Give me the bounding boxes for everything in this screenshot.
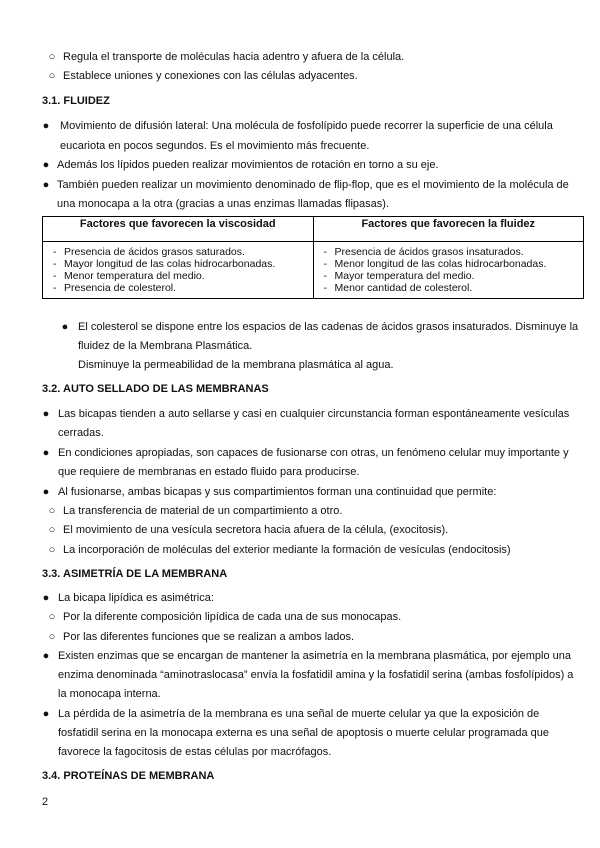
- list-item-cont: que requiere de membranas en estado fluido para producirse.: [58, 466, 360, 478]
- table-cell-viscosidad: [43, 242, 314, 299]
- table-item: - Mayor temperatura del medio.: [323, 270, 475, 282]
- bullet-icon: ●: [42, 592, 50, 604]
- table-item: - Menor temperatura del medio.: [53, 270, 205, 282]
- list-item: La incorporación de moléculas del exterior mediante la formación de vesículas (endocitosis): [63, 544, 511, 556]
- table-item: - Presencia de colesterol.: [53, 282, 177, 294]
- list-item-cont: Disminuye la permeabilidad de la membrana plasmática al agua.: [78, 359, 394, 371]
- list-item: En condiciones apropiadas, son capaces de fusionarse con otras, un fenómeno celular muy importante y: [58, 447, 569, 459]
- circle-bullet-icon: ○: [48, 631, 56, 643]
- table-item: - Menor cantidad de colesterol.: [323, 282, 473, 294]
- page-number: 2: [42, 796, 49, 808]
- list-item: Además los lípidos pueden realizar movimientos de rotación en torno a su eje.: [57, 159, 439, 171]
- list-item-cont: fosfatidil serina en la monocapa externa es una señal de apoptosis o muerte celular programada que: [58, 727, 550, 739]
- list-item: La pérdida de la asimetría de la membrana es una señal de muerte celular ya que la exposición de: [58, 708, 540, 720]
- bullet-icon: ●: [42, 159, 50, 171]
- list-item-cont: favorece la fagocitosis de estas células por macrófagos.: [58, 746, 332, 758]
- list-item-cont: fluidez de la Membrana Plasmática.: [78, 340, 253, 352]
- bullet-icon: ●: [61, 321, 69, 333]
- bullet-icon: ●: [42, 486, 50, 498]
- list-item: Las bicapas tienden a auto sellarse y casi en cualquier circunstancia forman espontáneamente vesículas: [58, 408, 570, 420]
- section-heading-asimetria: 3.3. ASIMETRÍA DE LA MEMBRANA: [42, 568, 228, 580]
- circle-bullet-icon: ○: [48, 505, 56, 517]
- list-item: Establece uniones y conexiones con las células adyacentes.: [63, 70, 358, 82]
- bullet-icon: ●: [42, 708, 50, 720]
- factors-table: [42, 216, 584, 299]
- bullet-icon: ●: [42, 650, 50, 662]
- list-item: Existen enzimas que se encargan de mantener la asimetría en la membrana plasmática, por ejemplo una: [58, 650, 571, 662]
- list-item: El colesterol se dispone entre los espacios de las cadenas de ácidos grasos insaturados. Disminuye la: [78, 321, 579, 333]
- section-heading-fluidez: 3.1. FLUIDEZ: [42, 95, 110, 107]
- list-item: Por la diferente composición lipídica de cada una de sus monocapas.: [63, 611, 402, 623]
- table-item: - Presencia de ácidos grasos insaturados.: [323, 246, 524, 258]
- list-item: La transferencia de material de un compartimiento a otro.: [63, 505, 343, 517]
- list-item-cont: enzima denominada “aminotraslocasa” envía la fosfatidil amina y la fosfatidil serina (ambas fosfolípidos) a: [58, 669, 574, 681]
- bullet-icon: ●: [42, 408, 50, 420]
- list-item: La bicapa lipídica es asimétrica:: [58, 592, 214, 604]
- list-item: Al fusionarse, ambas bicapas y sus compartimientos forman una continuidad que permite:: [58, 486, 497, 498]
- section-heading-proteinas: 3.4. PROTEÍNAS DE MEMBRANA: [42, 770, 215, 782]
- list-item-cont: la monocapa interna.: [58, 688, 161, 700]
- table-item: - Presencia de ácidos grasos saturados.: [53, 246, 245, 258]
- table-item: - Mayor longitud de las colas hidrocarbonadas.: [53, 258, 276, 270]
- list-item: Por las diferentes funciones que se realizan a ambos lados.: [63, 631, 355, 643]
- list-item: También pueden realizar un movimiento denominado de flip-flop, que es el movimiento de la molécula de: [57, 179, 569, 191]
- circle-bullet-icon: ○: [48, 544, 56, 556]
- table-cell-fluidez: [313, 242, 584, 299]
- bullet-icon: ●: [42, 120, 50, 132]
- list-item: Movimiento de difusión lateral: Una molécula de fosfolípido puede recorrer la superficie de una célula: [60, 120, 553, 132]
- list-item-cont: una monocapa a la otra (gracias a unas enzimas llamadas flipasas).: [57, 198, 390, 210]
- circle-bullet-icon: ○: [48, 524, 56, 536]
- circle-bullet-icon: ○: [48, 70, 56, 82]
- list-item: El movimiento de una vesícula secretora hacia afuera de la célula, (exocitosis).: [63, 524, 449, 536]
- list-item: Regula el transporte de moléculas hacia adentro y afuera de la célula.: [63, 51, 405, 63]
- table-header-viscosidad: Factores que favorecen la viscosidad: [43, 217, 314, 242]
- circle-bullet-icon: ○: [48, 51, 56, 63]
- table-header-fluidez: Factores que favorecen la fluidez: [313, 217, 584, 242]
- bullet-icon: ●: [42, 447, 50, 459]
- circle-bullet-icon: ○: [48, 611, 56, 623]
- list-item-cont: cerradas.: [58, 427, 104, 439]
- list-item-cont: eucariota en pocos segundos. Es el movimiento más frecuente.: [60, 140, 370, 152]
- table-item: - Menor longitud de las colas hidrocarbonadas.: [323, 258, 547, 270]
- bullet-icon: ●: [42, 179, 50, 191]
- section-heading-autosellado: 3.2. AUTO SELLADO DE LAS MEMBRANAS: [42, 383, 269, 395]
